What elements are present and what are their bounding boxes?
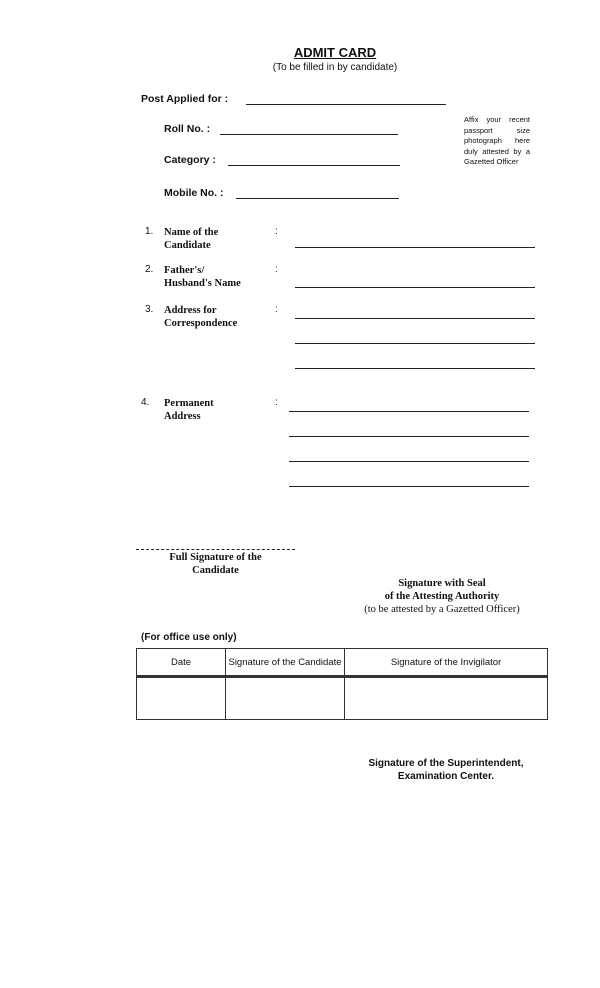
superintendent-signature-block — [350, 757, 542, 783]
mobile-no-label: Mobile No. : — [164, 187, 224, 199]
mobile-no-field[interactable] — [236, 198, 399, 199]
attesting-authority-block — [330, 577, 554, 616]
item-label-line: Correspondence — [164, 318, 238, 329]
item-label-line: Name of the — [164, 227, 219, 238]
roll-no-field[interactable] — [220, 134, 398, 135]
item-label — [164, 226, 218, 252]
candidate-signature-line[interactable] — [136, 549, 295, 550]
item-colon: : — [275, 226, 278, 237]
permanent-address-field[interactable] — [289, 411, 529, 412]
permanent-address-field[interactable] — [289, 436, 529, 437]
item-label-line: Address for — [164, 305, 217, 316]
invigilator-signature-cell[interactable] — [345, 677, 548, 720]
page-subtitle: (To be filled in by candidate) — [272, 62, 398, 73]
photo-instruction: Affix your recent passport size photograph here duly attested by a Gazetted Officer — [464, 115, 530, 166]
father-name-field[interactable] — [295, 287, 535, 288]
page-title: ADMIT CARD — [293, 45, 377, 60]
permanent-address-field[interactable] — [289, 461, 529, 462]
item-label-line: Candidate — [164, 240, 211, 251]
permanent-address-field[interactable] — [289, 486, 529, 487]
item-label-line: Address — [164, 411, 201, 422]
signature-label-line: Full Signature of the — [169, 552, 262, 563]
superintendent-line: Examination Center. — [397, 771, 495, 782]
item-label — [164, 264, 241, 290]
item-label-line: Permanent — [164, 398, 214, 409]
signature-label-line: Candidate — [192, 565, 239, 576]
post-applied-label: Post Applied for : — [141, 93, 229, 105]
item-number: 4. — [141, 397, 150, 408]
candidate-name-field[interactable] — [295, 247, 535, 248]
item-number: 3. — [145, 304, 154, 315]
column-header-candidate-signature: Signature of the Candidate — [226, 649, 345, 677]
category-label: Category : — [164, 154, 216, 166]
post-applied-field[interactable] — [246, 104, 446, 105]
column-header-invigilator-signature: Signature of the Invigilator — [345, 649, 548, 677]
office-use-label: (For office use only) — [141, 632, 237, 643]
column-header-date: Date — [137, 649, 226, 677]
office-use-table — [136, 648, 548, 720]
item-label — [164, 397, 214, 423]
date-cell[interactable] — [137, 677, 226, 720]
candidate-signature-cell[interactable] — [226, 677, 345, 720]
item-number: 1. — [145, 226, 154, 237]
attesting-line: Signature with Seal — [398, 578, 486, 589]
candidate-signature-label — [136, 551, 295, 577]
item-colon: : — [275, 304, 278, 315]
correspondence-address-field[interactable] — [295, 368, 535, 369]
correspondence-address-field[interactable] — [295, 318, 535, 319]
item-number: 2. — [145, 264, 154, 275]
category-field[interactable] — [228, 165, 400, 166]
item-colon: : — [275, 397, 278, 408]
attesting-note: (to be attested by a Gazetted Officer) — [364, 604, 520, 615]
superintendent-line: Signature of the Superintendent, — [368, 758, 524, 769]
correspondence-address-field[interactable] — [295, 343, 535, 344]
item-label-line: Father's/ — [164, 265, 205, 276]
item-label-line: Husband's Name — [164, 278, 241, 289]
attesting-line: of the Attesting Authority — [384, 591, 500, 602]
item-colon: : — [275, 264, 278, 275]
item-label — [164, 304, 237, 330]
roll-no-label: Roll No. : — [164, 123, 211, 135]
